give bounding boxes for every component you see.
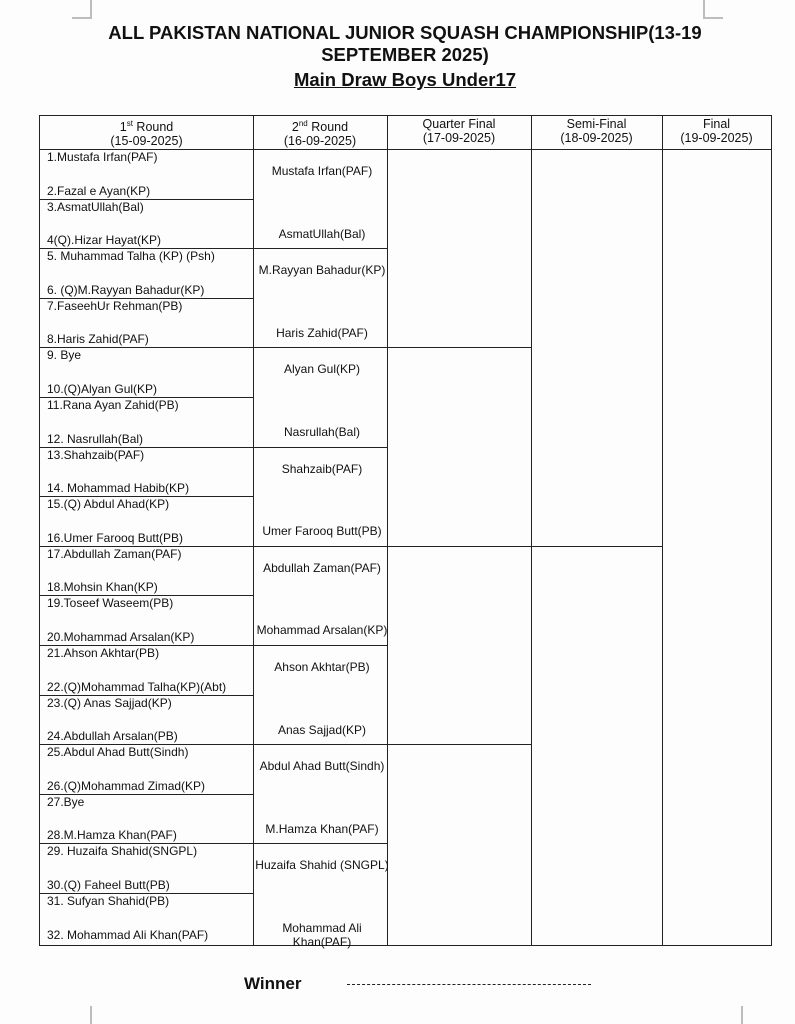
round2-player: Mohammad Arsalan(KP) [256, 623, 388, 638]
round2-player: AsmatUllah(Bal) [278, 226, 366, 241]
round2-divider [253, 744, 387, 745]
round-name [387, 117, 531, 131]
round-name [253, 117, 387, 134]
round-header [387, 117, 531, 149]
crop-mark [703, 0, 705, 18]
round-name [40, 117, 253, 134]
round1-player: 15.(Q) Abdul Ahad(KP) [47, 497, 170, 512]
round2-player: Alyan Gul(KP) [283, 362, 361, 377]
round-ordinal: 2 [291, 120, 299, 135]
round1-player: 11.Rana Ayan Zahid(PB) [47, 398, 179, 412]
round-date: (17-09-2025) [422, 131, 496, 145]
round2-player: Mohammad Ali Khan(PAF) [282, 921, 362, 949]
round1-player: 12. Nasrullah(Bal) [47, 431, 144, 446]
round-title: Semi-Final [566, 117, 627, 131]
semi-final-divider [531, 546, 662, 547]
round1-player: 26.(Q)Mohammad Zimad(KP) [47, 778, 206, 793]
draw-table [39, 115, 772, 949]
round2-player: M.Hamza Khan(PAF) [265, 821, 379, 836]
title-line-1: ALL PAKISTAN NATIONAL JUNIOR SQUASH CHAMPIONSHIP(13-19 [108, 22, 702, 43]
round2-divider [253, 248, 387, 249]
round-title: Quarter Final [422, 117, 496, 131]
round-date: (16-09-2025) [283, 134, 357, 149]
winner-label: Winner [244, 974, 302, 993]
round1-player: 27.Bye [47, 794, 85, 809]
column-divider [662, 116, 663, 945]
round1-player: 19.Toseef Waseem(PB) [47, 596, 174, 611]
round-date: (15-09-2025) [110, 134, 183, 149]
round-name [662, 117, 771, 131]
round1-player: 32. Mohammad Ali Khan(PAF) [47, 927, 209, 942]
draw-subtitle: Main Draw Boys Under17 [293, 69, 517, 90]
round1-player: 1.Mustafa Irfan(PAF) [47, 150, 158, 164]
round2-divider [253, 645, 387, 646]
round2-player: Mustafa Irfan(PAF) [271, 164, 373, 178]
round1-player: 20.Mohammad Arsalan(KP) [47, 630, 195, 644]
round2-player: Haris Zahid(PAF) [276, 325, 368, 340]
round1-player: 9. Bye [47, 348, 82, 363]
round2-player: Umer Farooq Butt(PB) [262, 524, 382, 539]
round2-player: Ahson Akhtar(PB) [274, 660, 370, 674]
round1-player: 16.Umer Farooq Butt(PB) [47, 530, 184, 545]
column-divider [531, 116, 532, 945]
round1-player: 14. Mohammad Habib(KP) [47, 481, 190, 496]
round2-player: Shahzaib(PAF) [281, 461, 363, 476]
round1-player: 17.Abdullah Zaman(PAF) [47, 546, 182, 561]
round1-player: 22.(Q)Mohammad Talha(KP)(Abt) [47, 679, 227, 694]
round-name [531, 117, 662, 131]
round1-player: 4(Q).Hizar Hayat(KP) [47, 233, 162, 248]
round-title: Final [702, 117, 731, 131]
round1-player: 7.FaseehUr Rehman(PB) [47, 298, 183, 313]
round1-player: 29. Huzaifa Shahid(SNGPL) [47, 844, 198, 859]
round2-player: Anas Sajjad(KP) [277, 722, 367, 737]
round1-player: 2.Fazal e Ayan(KP) [47, 183, 151, 198]
crop-mark [741, 1006, 743, 1024]
round-ordinal: 1 [119, 120, 127, 135]
round1-player: 18.Mohsin Khan(KP) [47, 580, 158, 595]
round1-player: 24.Abdullah Arsalan(PB) [47, 729, 178, 744]
round1-player: 3.AsmatUllah(Bal) [47, 199, 144, 214]
round2-divider [253, 843, 387, 844]
round-date: (19-09-2025) [680, 131, 753, 145]
round-title: Round [132, 120, 174, 135]
round1-player: 25.Abdul Ahad Butt(Sindh) [47, 745, 189, 760]
quarter-final-divider [387, 546, 531, 547]
round2-divider [253, 447, 387, 448]
round-title: Round [307, 120, 349, 135]
round2-player: Nasrullah(Bal) [283, 425, 361, 439]
crop-mark [703, 17, 723, 19]
round2-divider [253, 347, 387, 348]
round-header [40, 117, 253, 149]
round1-player: 8.Haris Zahid(PAF) [47, 332, 149, 347]
round1-player: 21.Ahson Akhtar(PB) [47, 646, 160, 660]
round1-player: 5. Muhammad Talha (KP) (Psh) [47, 249, 215, 264]
round-ordinal-suffix: st [126, 119, 133, 128]
round-date: (18-09-2025) [560, 131, 633, 145]
round-ordinal-suffix: nd [298, 119, 308, 128]
quarter-final-divider [387, 744, 531, 745]
round-header [662, 117, 771, 149]
round2-player: M.Rayyan Bahadur(KP) [258, 263, 386, 278]
round1-player: 28.M.Hamza Khan(PAF) [47, 828, 177, 843]
round2-player: Abdullah Zaman(PAF) [263, 560, 381, 575]
round1-player: 23.(Q) Anas Sajjad(KP) [47, 695, 172, 710]
round-header [531, 117, 662, 149]
round1-player: 10.(Q)Alyan Gul(KP) [47, 382, 158, 396]
round1-player: 30.(Q) Faheel Butt(PB) [47, 878, 170, 892]
winner-line [347, 984, 591, 985]
crop-mark [90, 0, 92, 18]
quarter-final-divider [387, 347, 531, 348]
round2-player: Huzaifa Shahid (SNGPL) [255, 858, 389, 873]
crop-mark [90, 1006, 92, 1024]
round2-player: Abdul Ahad Butt(Sindh) [259, 759, 385, 774]
crop-mark [72, 17, 92, 19]
round1-player: 6. (Q)M.Rayyan Bahadur(KP) [47, 282, 205, 297]
round-header [253, 117, 387, 149]
document-title [60, 22, 750, 91]
round1-player: 13.Shahzaib(PAF) [47, 447, 145, 462]
round2-divider [253, 546, 387, 547]
round1-player: 31. Sufyan Shahid(PB) [47, 894, 170, 908]
title-line-2: SEPTEMBER 2025) [321, 44, 489, 65]
